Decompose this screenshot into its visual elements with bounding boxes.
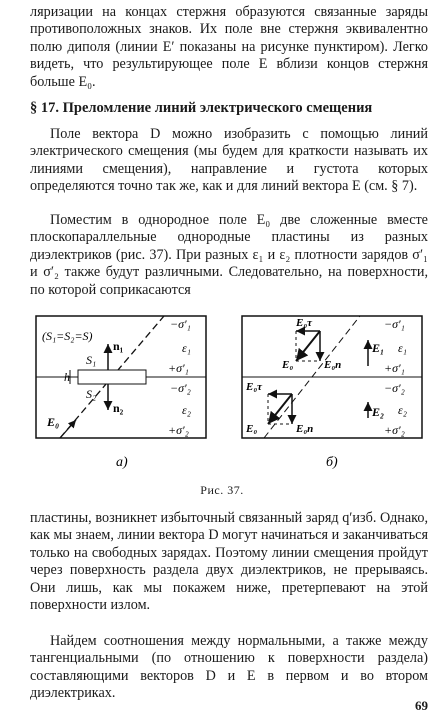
top-paragraph: ляризации на концах стержня образуются связанные заряды противоположных знаков. Их поле вне стержня эквивалентно полю диполя (линии E′ показаны на рисунке пунктиром). Легко видеть, что результирующее поле E вблизи концов стержня больше E₀. <box>30 4 428 90</box>
e0-top-arrow <box>296 331 320 361</box>
fig-a-sig2p: +σ′₂ <box>168 423 189 437</box>
fig-a-eq: (S₁=S₂=S) <box>42 329 93 343</box>
fig-a-e0: E₀ <box>47 415 60 429</box>
fig-a-sig1m: −σ′₁ <box>170 317 191 331</box>
figure-panel-a <box>36 316 206 470</box>
fig-b-e2: E₂ <box>372 405 385 419</box>
paragraph-3: пластины, возникнет избыточный связанный заряд q′изб. Однако, как мы знаем, линии вектора D могут начинаться и заканчиваться только на свободных зарядах. Поэтому линии смещения пройдут через поверхность раздела двух диэлектриков, не прерываясь. Они лишь, как мы покажем ниже, претерпевают на этой поверхности излом. <box>30 510 428 614</box>
fig-a-n2: n₂ <box>113 401 124 415</box>
fig-b-eps1: ε₁ <box>398 341 407 355</box>
fig-b-e0-top: E₀ <box>282 359 294 371</box>
fig-b-e0n-top: E₀n <box>324 359 342 371</box>
figure-panel-b <box>242 316 422 470</box>
fig-a-h: h <box>64 370 70 384</box>
fig-a-s1: S₁ <box>86 353 97 367</box>
fig-b-sig1m: −σ′₁ <box>384 317 405 331</box>
figure-caption: Рис. 37. <box>200 483 244 497</box>
fig-b-e0-bot: E₀ <box>246 423 258 435</box>
fig-a-s2: S₂ <box>86 387 97 401</box>
fig-b-e0t-bot: E₀τ <box>246 381 263 393</box>
fig-a-n1: n₁ <box>113 339 124 353</box>
paragraph-1: Поле вектора D можно изобразить с помощью линий электрического смещения (мы будем для краткости называть их линиями смещения), направление и густота которых определяются точно так же, как и для линий вектора E (см. § 7). <box>30 126 428 195</box>
fig-b-sig2m: −σ′₂ <box>384 381 405 395</box>
page-number: 69 <box>415 698 428 713</box>
paragraph-4: Найдем соотношения между нормальными, а также между тангенциальными (по отношению к поверхности раздела) составляющими векторов D и E в первом и во втором диэлектриках. <box>30 633 428 702</box>
pillbox-surface <box>78 370 146 384</box>
fig-b-e1: E₁ <box>372 341 385 355</box>
fig-b-e0t-top: E₀τ <box>296 317 313 329</box>
fig-b-sig2p: +σ′₂ <box>384 423 405 437</box>
fig-b-sig1p: +σ′₁ <box>384 361 405 375</box>
fig-b-e0n-bot: E₀n <box>296 423 314 435</box>
fig-a-sig1p: +σ′₁ <box>168 361 189 375</box>
e0-bottom-arrow <box>268 394 292 424</box>
fig-b-label: б) <box>326 455 338 470</box>
fig-b-eps2: ε₂ <box>398 403 407 417</box>
paragraph-2: Поместим в однородное поле E₀ две сложенные вместе плоскопараллельные однородные пластины из разных диэлектриков (рис. 37). При разных ε₁ и ε₂ плотности зарядов σ′₁ и σ′₂ также будут различными. Следовательно, на поверхности, по которой соприкасаются <box>30 212 428 298</box>
fig-a-eps2: ε₂ <box>182 403 191 417</box>
fig-a-eps1: ε₁ <box>182 341 191 355</box>
figure-37 <box>20 306 430 481</box>
section-heading: § 17. Преломление линий электрического смещения <box>30 100 373 116</box>
fig-a-sig2m: −σ′₂ <box>170 381 191 395</box>
fig-a-label: а) <box>116 455 128 470</box>
